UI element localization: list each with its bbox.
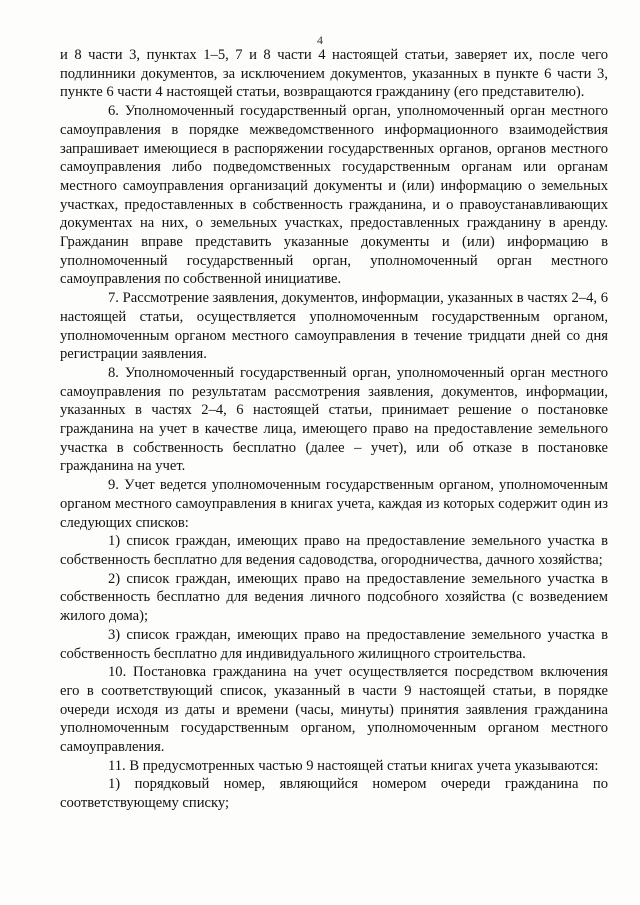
paragraph-continuation: и 8 части 3, пунктах 1–5, 7 и 8 части 4 настоящей статьи, заверяет их, после чего подлинники документов, за исключением документов, указанных в пункте 6 части 3, пункте 6 части 4 настоящей статьи, возвращаются гражданину (его представителю). — [60, 47, 608, 101]
document-body — [60, 46, 608, 813]
paragraph-item-7: 7. Рассмотрение заявления, документов, информации, указанных в частях 2–4, 6 настоящей статьи, осуществляется уполномоченным государственным органом, уполномоченным органом местного самоуправления в течение тридцати дней со дня регистрации заявления. — [60, 290, 608, 363]
list-item-9-1: 1) список граждан, имеющих право на предоставление земельного участка в собственность бесплатно для ведения садоводства, огородничества, дачного хозяйства; — [60, 533, 608, 568]
list-item-11-1: 1) порядковый номер, являющийся номером очереди гражданина по соответствующему списку; — [60, 776, 608, 812]
page-number: 4 — [317, 33, 323, 47]
paragraph-item-10: 10. Постановка гражданина на учет осуществляется посредством включения его в соответствующий список, указанный в части 9 настоящей статьи, в порядке очереди исходя из даты и времени (часы, минуты) принятия заявления гражданина уполномоченным государственным органом, уполномоченным органом местного самоуправления. — [60, 664, 608, 756]
paragraph-item-8: 8. Уполномоченный государственный орган, уполномоченный орган местного самоуправления по результатам рассмотрения заявления, документов, информации, указанных в частях 2–4, 6 настоящей статьи, принимает решение о постановке гражданина на учет в качестве лица, имеющего право на предоставление земельного участка в собственность бесплатно (далее – учет), или об отказе в постановке гражданина на учет. — [60, 364, 608, 475]
paragraph-item-11: 11. В предусмотренных частью 9 настоящей статьи книгах учета указываются: — [108, 757, 599, 774]
list-item-9-2: 2) список граждан, имеющих право на предоставление земельного участка в собственность бесплатно для ведения личного подсобного хозяйства (с возведением жилого дома); — [60, 570, 608, 625]
paragraph-item-6: 6. Уполномоченный государственный орган, уполномоченный орган местного самоуправления в порядке межведомственного информационного взаимодействия запрашивает имеющиеся в распоряжении государственных органов, органов местного самоуправления либо подведомственных государственным органам или органам местного самоуправления организаций документы и (или) информацию о земельных участках, предоставленных в собственность гражданина, и о правоустанавливающих документах на них, о земельных участках, предоставленных гражданину в аренду. Гражданин вправе представить указанные документы и (или) информацию в уполномоченный государственный орган, уполномоченный орган местного самоуправления по собственной инициативе. — [60, 103, 608, 288]
paragraph-item-9: 9. Учет ведется уполномоченным государственным органом, уполномоченным органом местного самоуправления в книгах учета, каждая из которых содержит один из следующих списков: — [60, 477, 608, 531]
list-item-9-3: 3) список граждан, имеющих право на предоставление земельного участка в собственность бесплатно для индивидуального жилищного строительства. — [60, 626, 608, 662]
